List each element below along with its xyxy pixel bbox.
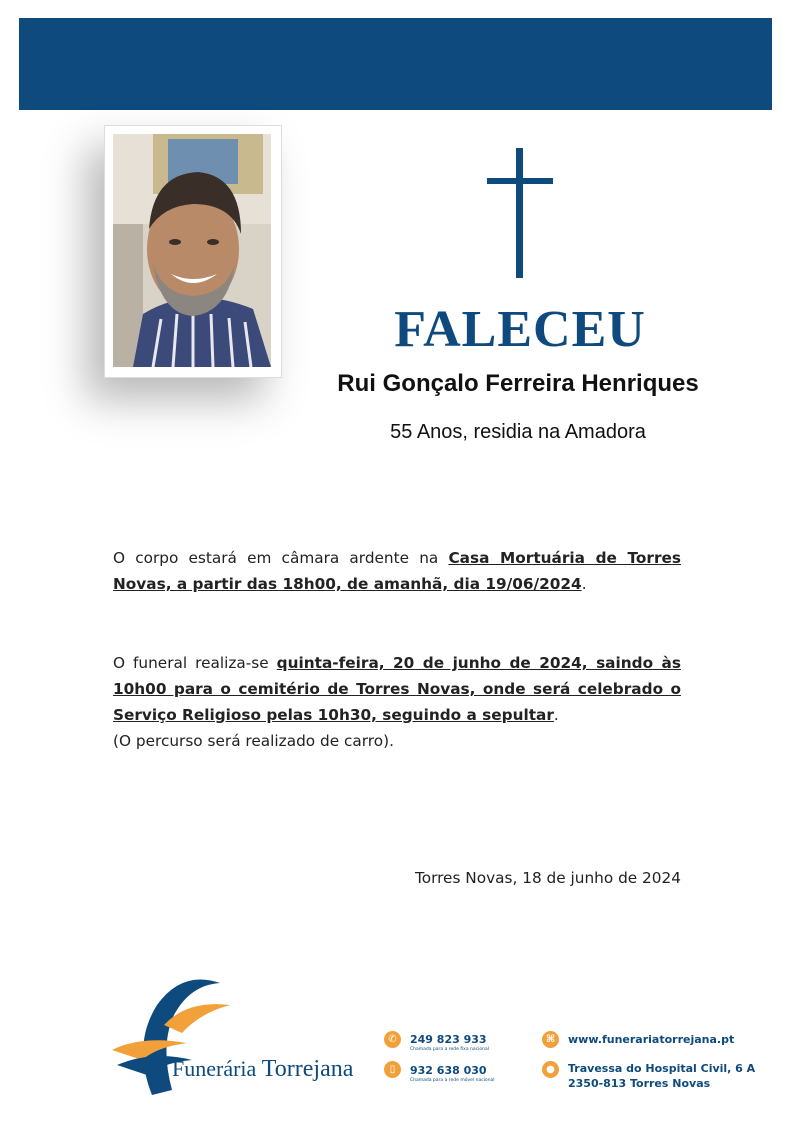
faleceu-heading: FALECEU [394,301,646,358]
phone-landline[interactable]: 249 823 933 [410,1033,487,1046]
wake-paragraph [113,545,681,597]
age-residence: 55 Anos, residia na Amadora [390,421,646,443]
funeral-end: . [553,706,559,724]
brand-part1: Funerária [172,1056,262,1081]
address-line1: Travessa do Hospital Civil, 6 A [568,1062,756,1075]
phone-icon: ✆ [384,1031,401,1048]
deceased-name: Rui Gonçalo Ferreira Henriques [337,370,699,397]
address-line2: 2350-813 Torres Novas [568,1077,711,1090]
portrait-photo [104,125,282,378]
cross-icon [487,148,553,278]
mobile-icon: ▯ [384,1061,401,1078]
wake-end: . [581,575,587,593]
phone-landline-note: Chamada para a rede fixa nacional [410,1047,489,1052]
funeral-paragraph [113,650,681,754]
phone-mobile-note: Chamada para a rede móvel nacional [410,1078,495,1083]
website-link[interactable]: www.funerariatorrejana.pt [568,1033,735,1046]
place-date: Torres Novas, 18 de junho de 2024 [414,869,681,887]
wake-text: O corpo estará em câmara ardente na [113,549,449,567]
phone-mobile[interactable]: 932 638 030 [410,1064,487,1077]
brand-name [172,1056,353,1083]
funeral-highlight: quinta-feira, 20 de junho de 2024, saindo às 10h00 para o cemitério de Torres Novas, onde será celebrado o Serviço Religioso pelas 10h30, seguindo a sepultar [113,654,681,724]
link-icon: ⌘ [542,1031,559,1048]
wake-highlight: Casa Mortuária de Torres Novas, a partir das 18h00, de amanhã, dia 19/06/2024 [113,549,681,593]
location-pin-icon: ● [542,1061,559,1078]
brand-part2: Torrejana [261,1056,354,1082]
portrait-image [113,134,271,367]
header-band [19,18,772,110]
funeraria-logo-icon [112,965,232,1105]
funeral-note: (O percurso será realizado de carro). [113,732,394,750]
funeral-text: O funeral realiza-se [113,654,277,672]
